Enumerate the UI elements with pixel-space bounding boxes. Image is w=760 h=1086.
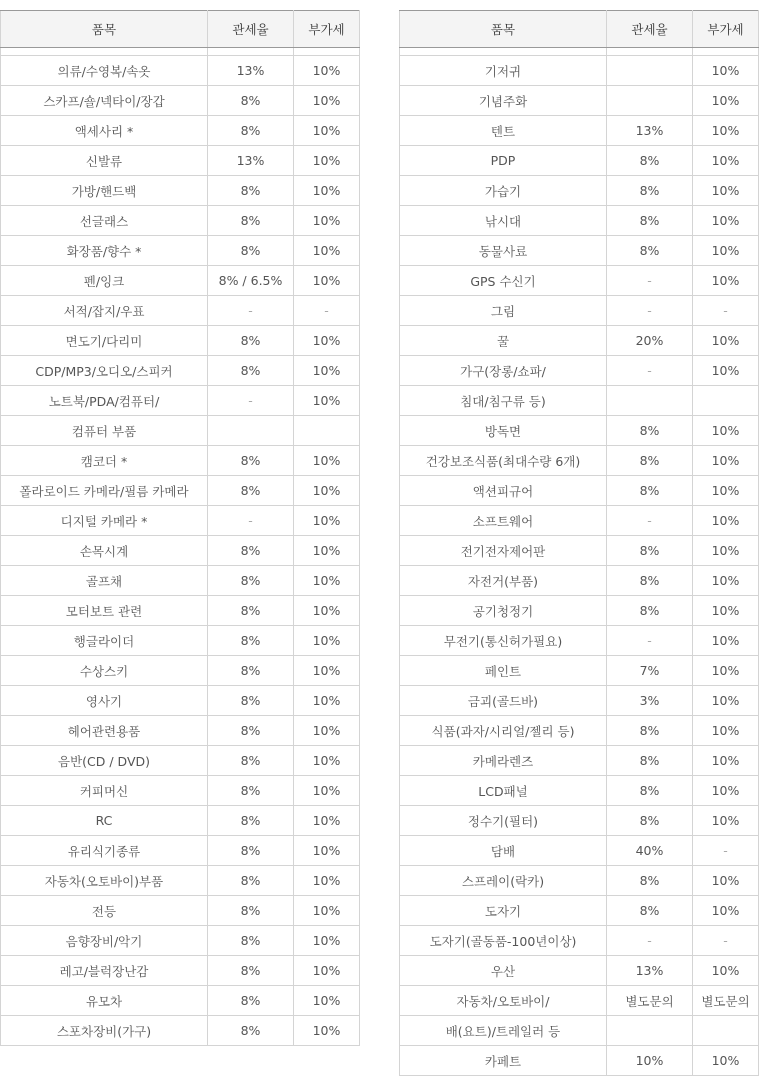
item-cell: 식품(과자/시리얼/젤리 등) (400, 716, 607, 746)
item-cell: 기저귀 (400, 56, 607, 86)
vat-cell: 10% (294, 386, 360, 416)
item-cell: 자동차/오토바이/ (400, 986, 607, 1016)
table-row (1, 986, 360, 1016)
tariff-cell: 8% (607, 206, 693, 236)
item-cell: 스프레이(락카) (400, 866, 607, 896)
vat-cell: 10% (693, 506, 759, 536)
table-row (400, 176, 759, 206)
vat-cell: 10% (294, 356, 360, 386)
tariff-cell: 8% (607, 416, 693, 446)
table-row (400, 536, 759, 566)
table-row (400, 986, 759, 1016)
item-cell: 텐트 (400, 116, 607, 146)
tariff-cell: - (607, 626, 693, 656)
header-tariff: 관세율 (208, 11, 294, 48)
vat-cell: - (693, 296, 759, 326)
tariff-cell: 8% (607, 776, 693, 806)
vat-cell: 10% (693, 356, 759, 386)
tariff-cell: 8% (607, 446, 693, 476)
item-cell: 소프트웨어 (400, 506, 607, 536)
table-row (1, 86, 360, 116)
tariff-cell: 8% (208, 176, 294, 206)
item-cell: 정수기(필터) (400, 806, 607, 836)
item-cell: 도자기(골동품-100년이상) (400, 926, 607, 956)
vat-cell: 10% (693, 236, 759, 266)
table-row (1, 56, 360, 86)
vat-cell: - (693, 926, 759, 956)
item-cell: 가구(장롱/쇼파/ (400, 356, 607, 386)
tariff-cell: 13% (208, 56, 294, 86)
vat-cell: 10% (294, 476, 360, 506)
table-row (1, 326, 360, 356)
table-row (1, 356, 360, 386)
table-row (1, 866, 360, 896)
item-cell: 폴라로이드 카메라/필름 카메라 (1, 476, 208, 506)
vat-cell (693, 1016, 759, 1046)
table-row (1, 896, 360, 926)
item-cell: GPS 수신기 (400, 266, 607, 296)
table-row (1, 506, 360, 536)
table-row (400, 386, 759, 416)
vat-cell: 10% (693, 626, 759, 656)
table-row (1, 206, 360, 236)
tariff-cell (208, 416, 294, 446)
table-row (400, 836, 759, 866)
vat-cell: 10% (693, 146, 759, 176)
table-row (1, 266, 360, 296)
tariff-cell: 8% (208, 986, 294, 1016)
item-cell: 자전거(부품) (400, 566, 607, 596)
item-cell: 건강보조식품(최대수량 6개) (400, 446, 607, 476)
table-row (1, 626, 360, 656)
vat-cell: 10% (693, 596, 759, 626)
header-vat: 부가세 (693, 11, 759, 48)
tariff-cell: 8% (208, 716, 294, 746)
tariff-cell: 8% (607, 806, 693, 836)
table-row (1, 416, 360, 446)
tariff-cell: 20% (607, 326, 693, 356)
tariff-cell: 8% (208, 1016, 294, 1046)
table-row (400, 746, 759, 776)
table-row (400, 1016, 759, 1046)
vat-cell: 10% (693, 746, 759, 776)
tariff-cell (607, 386, 693, 416)
item-cell: 방독면 (400, 416, 607, 446)
table-row (1, 386, 360, 416)
tariff-cell: 8% (208, 206, 294, 236)
tariff-cell: 13% (607, 116, 693, 146)
table-row (400, 116, 759, 146)
tariff-cell: 8% (607, 536, 693, 566)
item-cell: 행글라이더 (1, 626, 208, 656)
vat-cell: 10% (693, 566, 759, 596)
item-cell: RC (1, 806, 208, 836)
vat-cell: 10% (693, 896, 759, 926)
item-cell: 공기청정기 (400, 596, 607, 626)
item-cell: 음반(CD / DVD) (1, 746, 208, 776)
vat-cell: 10% (693, 656, 759, 686)
item-cell: 영사기 (1, 686, 208, 716)
tariff-cell: 8% (208, 836, 294, 866)
vat-cell: 10% (294, 626, 360, 656)
item-cell: LCD패널 (400, 776, 607, 806)
table-row (1, 566, 360, 596)
tariff-cell: 8% (607, 716, 693, 746)
vat-cell: 10% (693, 266, 759, 296)
table-row (1, 296, 360, 326)
spacer-row (400, 48, 759, 56)
vat-cell: 10% (294, 926, 360, 956)
tariff-cell: 8% (208, 476, 294, 506)
table-row (400, 206, 759, 236)
vat-cell: 10% (693, 806, 759, 836)
tariff-cell: 8% (208, 446, 294, 476)
table-row (1, 1016, 360, 1046)
table-row (400, 296, 759, 326)
vat-cell: 10% (693, 716, 759, 746)
item-cell: 침대/침구류 등) (400, 386, 607, 416)
item-cell: 액션피규어 (400, 476, 607, 506)
tariff-cell: 8% (208, 866, 294, 896)
tariff-cell: 7% (607, 656, 693, 686)
tariff-cell: 8% (208, 626, 294, 656)
table-row (400, 686, 759, 716)
vat-cell: 10% (294, 986, 360, 1016)
item-cell: 레고/블럭장난감 (1, 956, 208, 986)
vat-cell: 10% (294, 56, 360, 86)
tariff-cell: - (607, 356, 693, 386)
vat-cell: 10% (693, 476, 759, 506)
item-cell: 카페트 (400, 1046, 607, 1076)
table-row (1, 176, 360, 206)
tariff-cell (607, 56, 693, 86)
vat-cell (693, 386, 759, 416)
header-tariff: 관세율 (607, 11, 693, 48)
item-cell: 페인트 (400, 656, 607, 686)
tariff-cell: 13% (607, 956, 693, 986)
tariff-cell: 3% (607, 686, 693, 716)
table-row (1, 956, 360, 986)
table-row (1, 476, 360, 506)
vat-cell: 10% (294, 866, 360, 896)
item-cell: 화장품/향수 * (1, 236, 208, 266)
item-cell: PDP (400, 146, 607, 176)
table-row (400, 56, 759, 86)
tariff-cell: 8% (208, 656, 294, 686)
table-row (400, 1046, 759, 1076)
tariff-table-right (399, 10, 759, 1076)
item-cell: 전등 (1, 896, 208, 926)
tariff-cell: 40% (607, 836, 693, 866)
item-cell: 자동차(오토바이)부품 (1, 866, 208, 896)
vat-cell: 10% (294, 896, 360, 926)
table-row (400, 926, 759, 956)
tariff-cell: 8% (208, 566, 294, 596)
vat-cell: 10% (294, 236, 360, 266)
item-cell: 꿀 (400, 326, 607, 356)
tariff-cell: - (607, 296, 693, 326)
item-cell: 배(요트)/트레일러 등 (400, 1016, 607, 1046)
table-row (1, 146, 360, 176)
tariff-cell: 8% (208, 536, 294, 566)
table-row (400, 236, 759, 266)
table-row (400, 146, 759, 176)
vat-cell: 10% (693, 176, 759, 206)
table-row (400, 776, 759, 806)
table-row (1, 926, 360, 956)
tariff-cell: 8% (607, 866, 693, 896)
vat-cell: 10% (294, 326, 360, 356)
table-row (400, 566, 759, 596)
vat-cell: 10% (693, 416, 759, 446)
table-row (1, 776, 360, 806)
item-cell: 유리식기종류 (1, 836, 208, 866)
table-body-right (400, 48, 759, 1076)
vat-cell: - (294, 296, 360, 326)
vat-cell: 10% (693, 776, 759, 806)
tariff-cell: - (607, 266, 693, 296)
tariff-cell: 8% (208, 926, 294, 956)
vat-cell: 10% (294, 716, 360, 746)
vat-cell: 10% (294, 266, 360, 296)
tariff-cell: 8% (208, 956, 294, 986)
tariff-cell: 8% (607, 476, 693, 506)
table-row (400, 506, 759, 536)
vat-cell: 10% (294, 686, 360, 716)
header-row (1, 11, 360, 48)
vat-cell: 10% (294, 836, 360, 866)
vat-cell: 10% (693, 1046, 759, 1076)
tariff-cell: 8% (607, 566, 693, 596)
item-cell: 모터보트 관련 (1, 596, 208, 626)
vat-cell: 10% (693, 326, 759, 356)
table-row (1, 836, 360, 866)
item-cell: 의류/수영복/속옷 (1, 56, 208, 86)
item-cell: 유모차 (1, 986, 208, 1016)
vat-cell: 10% (294, 206, 360, 236)
vat-cell: 10% (294, 176, 360, 206)
vat-cell: 10% (693, 446, 759, 476)
item-cell: 골프채 (1, 566, 208, 596)
vat-cell: 10% (693, 116, 759, 146)
table-row (400, 806, 759, 836)
item-cell: 스포차장비(가구) (1, 1016, 208, 1046)
tariff-cell: - (208, 506, 294, 536)
item-cell: 금괴(골드바) (400, 686, 607, 716)
tariff-cell: - (607, 506, 693, 536)
item-cell: 수상스키 (1, 656, 208, 686)
table-row (1, 236, 360, 266)
item-cell: 그림 (400, 296, 607, 326)
vat-cell: 10% (294, 806, 360, 836)
table-row (400, 956, 759, 986)
tariff-cell: 8% / 6.5% (208, 266, 294, 296)
vat-cell: 10% (294, 596, 360, 626)
item-cell: 액세사리 * (1, 116, 208, 146)
item-cell: 신발류 (1, 146, 208, 176)
item-cell: 우산 (400, 956, 607, 986)
vat-cell: 10% (294, 446, 360, 476)
item-cell: 무전기(통신허가필요) (400, 626, 607, 656)
vat-cell: 10% (294, 566, 360, 596)
item-cell: 기념주화 (400, 86, 607, 116)
tariff-cell: 8% (607, 896, 693, 926)
item-cell: 서적/잡지/우표 (1, 296, 208, 326)
tariff-cell: 13% (208, 146, 294, 176)
item-cell: 손목시계 (1, 536, 208, 566)
item-cell: 면도기/다리미 (1, 326, 208, 356)
table-row (400, 266, 759, 296)
table-row (1, 656, 360, 686)
tariff-cell (607, 1016, 693, 1046)
tariff-cell: 8% (208, 596, 294, 626)
vat-cell (294, 416, 360, 446)
table-row (400, 86, 759, 116)
vat-cell: 10% (693, 956, 759, 986)
item-cell: 노트북/PDA/컴퓨터/ (1, 386, 208, 416)
item-cell: 가방/핸드백 (1, 176, 208, 206)
item-cell: 펜/잉크 (1, 266, 208, 296)
tariff-cell: 8% (607, 176, 693, 206)
table-row (1, 716, 360, 746)
table-row (400, 326, 759, 356)
item-cell: 스카프/숄/넥타이/장갑 (1, 86, 208, 116)
tariff-table-left (0, 10, 360, 1046)
table-row (1, 446, 360, 476)
table-row (400, 896, 759, 926)
vat-cell: 10% (294, 656, 360, 686)
item-cell: 카메라렌즈 (400, 746, 607, 776)
table-row (400, 866, 759, 896)
tariff-cell: 8% (208, 686, 294, 716)
header-item: 품목 (400, 11, 607, 48)
item-cell: 낚시대 (400, 206, 607, 236)
tariff-cell (607, 86, 693, 116)
table-row (1, 806, 360, 836)
table-row (1, 746, 360, 776)
item-cell: 가습기 (400, 176, 607, 206)
vat-cell: 10% (693, 866, 759, 896)
table-row (1, 536, 360, 566)
table-row (400, 626, 759, 656)
tariff-cell: 8% (208, 806, 294, 836)
header-item: 품목 (1, 11, 208, 48)
vat-cell: 10% (693, 86, 759, 116)
vat-cell: 10% (693, 536, 759, 566)
tariff-cell: 8% (208, 326, 294, 356)
spacer-row (1, 48, 360, 56)
vat-cell: 10% (294, 146, 360, 176)
tariff-cell: 별도문의 (607, 986, 693, 1016)
tariff-cell: 8% (607, 746, 693, 776)
vat-cell: - (693, 836, 759, 866)
tariff-cell: 8% (208, 116, 294, 146)
item-cell: CDP/MP3/오디오/스피커 (1, 356, 208, 386)
item-cell: 캠코더 * (1, 446, 208, 476)
item-cell: 선글래스 (1, 206, 208, 236)
header-row (400, 11, 759, 48)
tariff-cell: 8% (607, 146, 693, 176)
table-row (400, 716, 759, 746)
item-cell: 도자기 (400, 896, 607, 926)
table-row (400, 656, 759, 686)
item-cell: 동물사료 (400, 236, 607, 266)
tariff-cell: 10% (607, 1046, 693, 1076)
vat-cell: 10% (294, 776, 360, 806)
table-body-left (1, 48, 360, 1046)
item-cell: 디지털 카메라 * (1, 506, 208, 536)
vat-cell: 10% (294, 116, 360, 146)
tariff-cell: 8% (208, 896, 294, 926)
vat-cell: 10% (294, 506, 360, 536)
tariff-cell: 8% (208, 236, 294, 266)
vat-cell: 10% (693, 206, 759, 236)
header-vat: 부가세 (294, 11, 360, 48)
tariff-cell: - (607, 926, 693, 956)
tariff-cell: - (208, 296, 294, 326)
vat-cell: 10% (693, 686, 759, 716)
tariff-cell: - (208, 386, 294, 416)
tariff-cell: 8% (607, 596, 693, 626)
item-cell: 전기전자제어판 (400, 536, 607, 566)
tariff-cell: 8% (208, 776, 294, 806)
table-row (400, 446, 759, 476)
vat-cell: 10% (294, 956, 360, 986)
vat-cell: 10% (294, 536, 360, 566)
table-row (1, 596, 360, 626)
tariff-cell: 8% (208, 746, 294, 776)
vat-cell: 별도문의 (693, 986, 759, 1016)
tariff-cell: 8% (208, 86, 294, 116)
vat-cell: 10% (693, 56, 759, 86)
tariff-cell: 8% (607, 236, 693, 266)
item-cell: 헤어관련용품 (1, 716, 208, 746)
tariff-cell: 8% (208, 356, 294, 386)
item-cell: 음향장비/악기 (1, 926, 208, 956)
item-cell: 담배 (400, 836, 607, 866)
table-row (1, 116, 360, 146)
item-cell: 컴퓨터 부품 (1, 416, 208, 446)
table-row (1, 686, 360, 716)
vat-cell: 10% (294, 1016, 360, 1046)
item-cell: 커피머신 (1, 776, 208, 806)
vat-cell: 10% (294, 86, 360, 116)
vat-cell: 10% (294, 746, 360, 776)
table-row (400, 596, 759, 626)
table-row (400, 416, 759, 446)
table-row (400, 476, 759, 506)
table-row (400, 356, 759, 386)
